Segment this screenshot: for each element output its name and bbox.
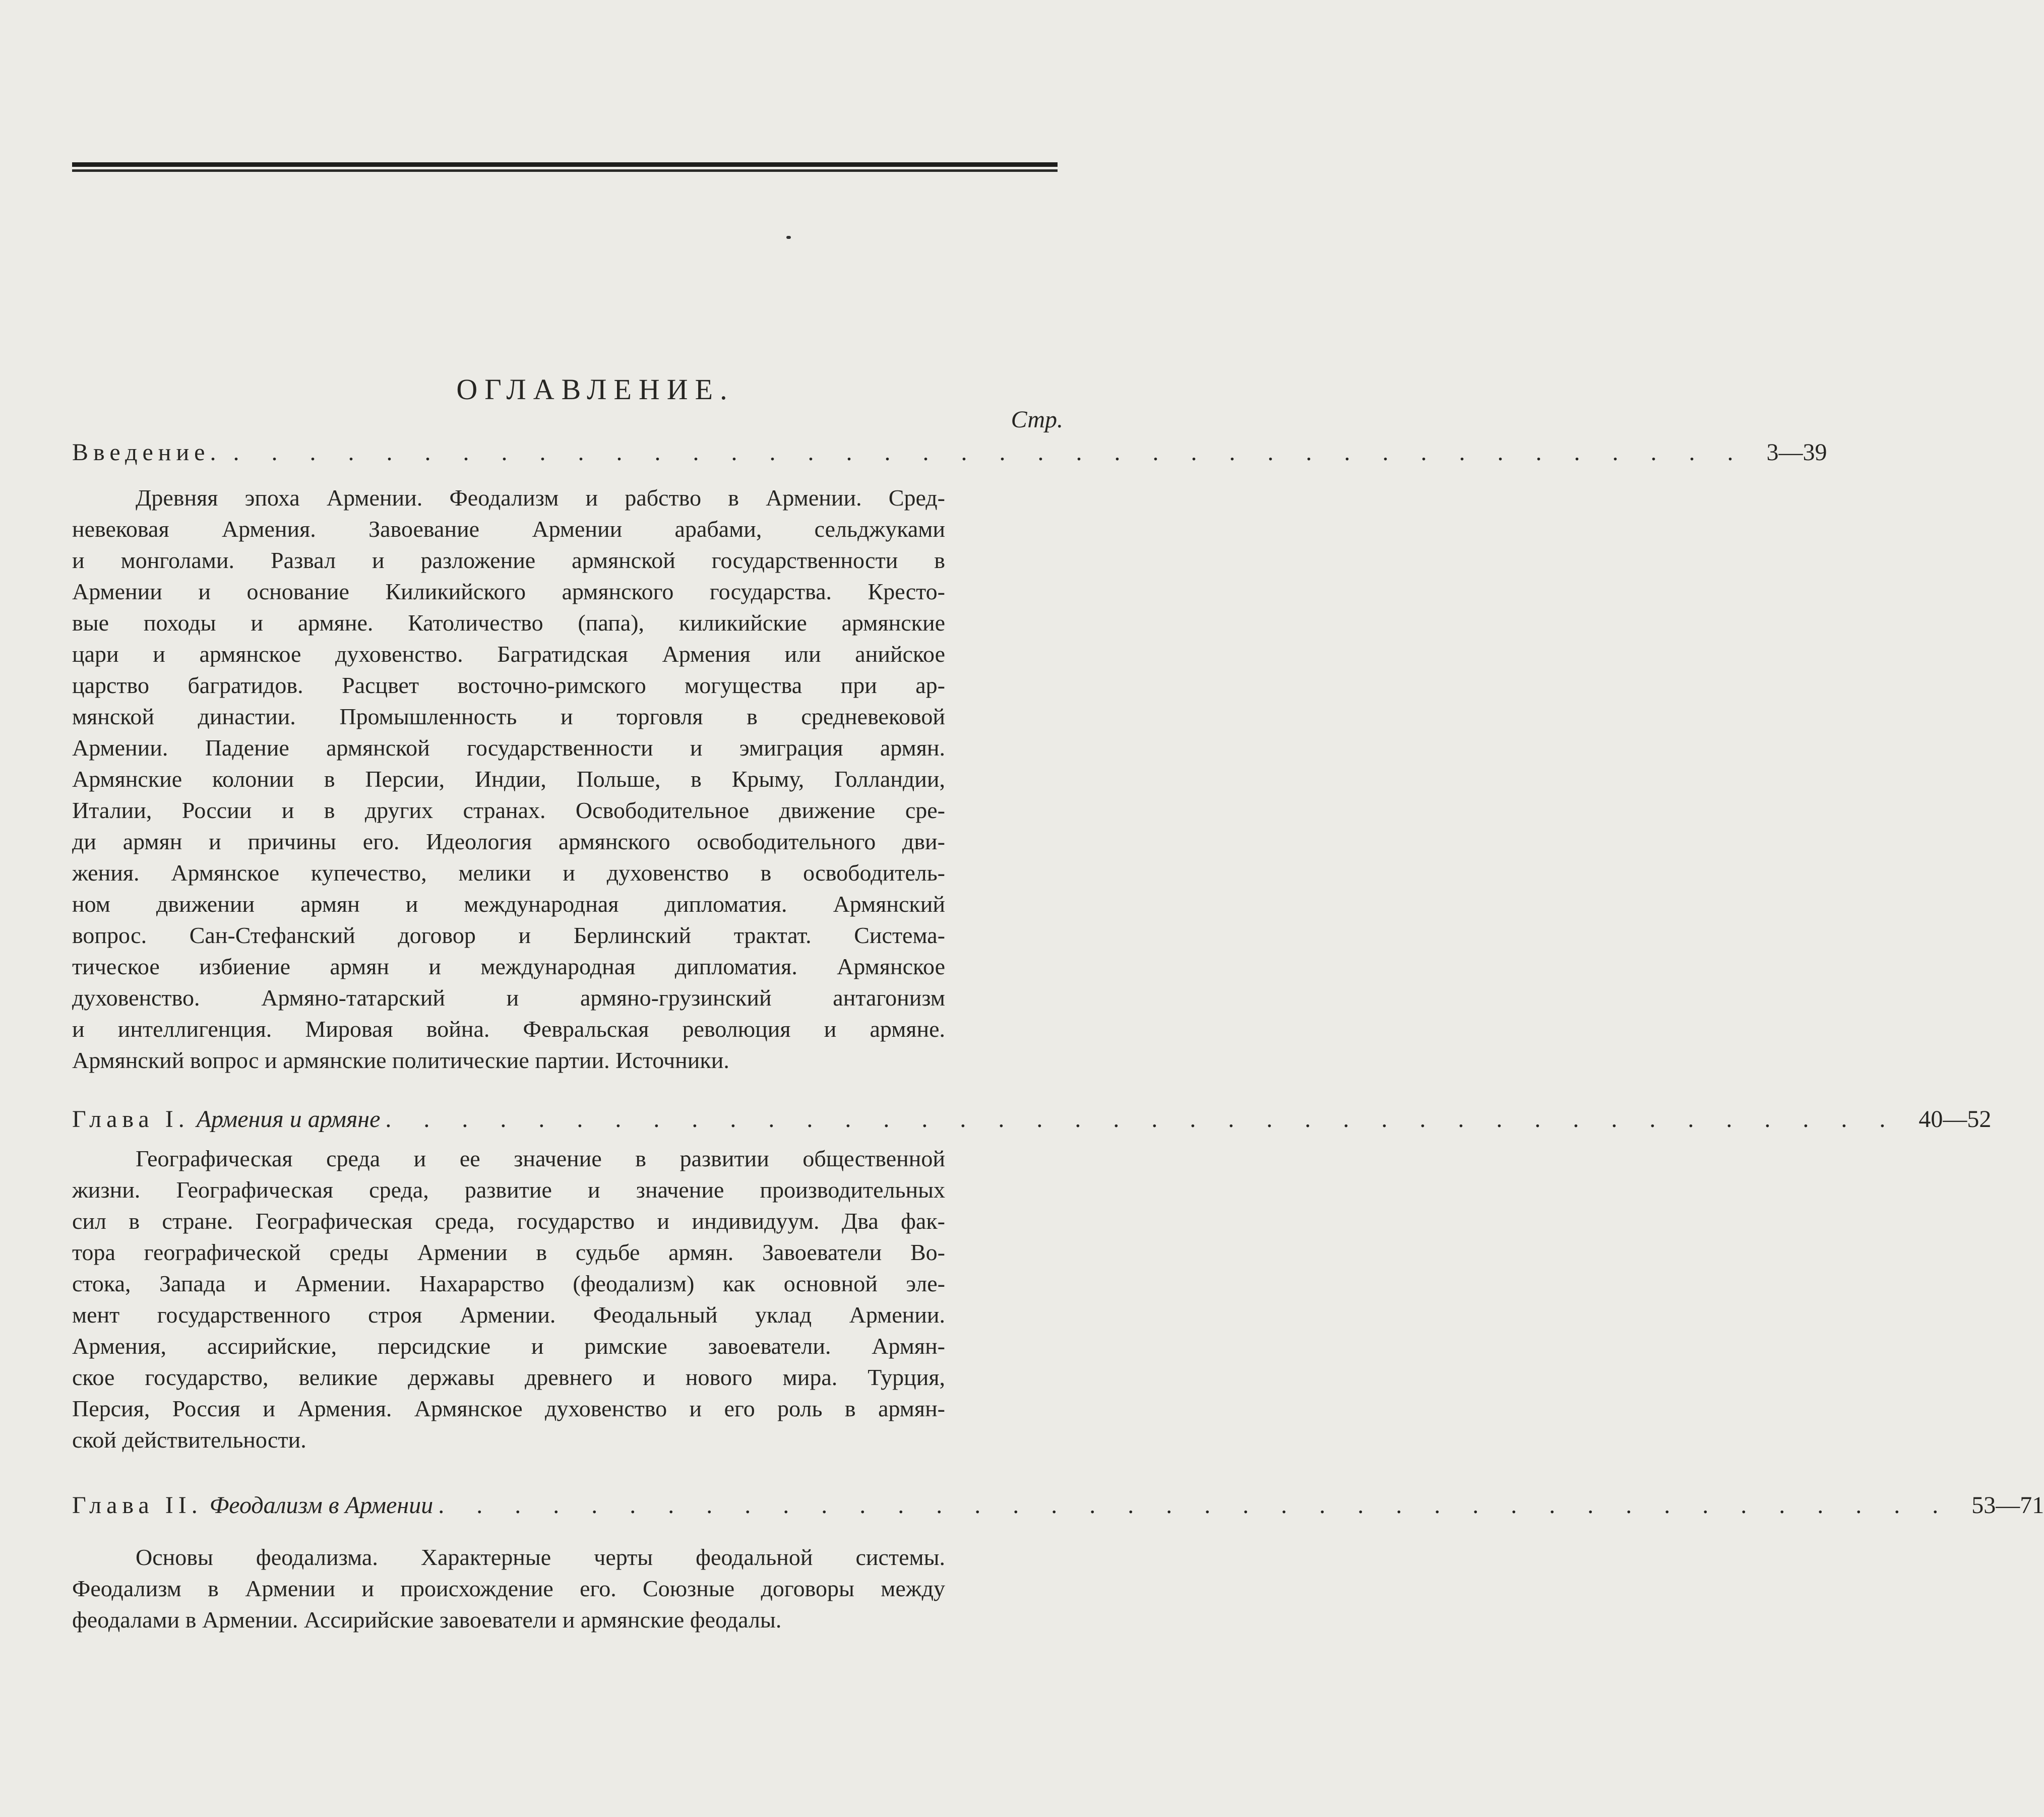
summary-line: духовенство. Армяно-татарский и армяно-грузинский антагонизм <box>72 985 945 1011</box>
toc-entry <box>72 1490 2044 1521</box>
summary-line: вопрос. Сан-Стефанский договор и Берлинский трактат. Система- <box>72 922 945 948</box>
summary-line: феодалами в Армении. Ассирийские завоеватели и армянские феодалы. <box>72 1607 782 1633</box>
summary-line: Феодализм в Армении и происхождение его. Союзные договоры между <box>72 1576 945 1601</box>
summary-line: ди армян и причины его. Идеология армянского освободительного дви- <box>72 829 945 854</box>
summary-line: Армянский вопрос и армянские политические партии. Источники. <box>72 1047 729 1073</box>
summary-line: Основы феодализма. Характерные черты феодальной системы. <box>136 1544 945 1570</box>
summary-line: тическое избиение армян и международная дипломатия. Армянское <box>72 954 945 979</box>
entry-summary <box>72 1143 945 1456</box>
summary-line: Армения, ассирийские, персидские и римские завоеватели. Армян- <box>72 1333 945 1359</box>
summary-line: ном движении армян и международная дипломатия. Армянский <box>72 891 945 917</box>
toc-entry <box>72 437 1827 468</box>
entry-title: Феодализм в Армении <box>209 1492 433 1519</box>
top-rule <box>72 162 1058 167</box>
dot-leader: . . . . . . . . . . . . . . . . . . . . . . . . . . . . . . . . . . . . . . . . <box>385 1106 1899 1133</box>
summary-line: и монголами. Развал и разложение армянской государственности в <box>72 547 945 573</box>
summary-line: жизни. Географическая среда, развитие и значение производительных <box>72 1177 945 1203</box>
entry-lead: Глава II. <box>72 1492 203 1519</box>
entry-pages: 53—71 <box>1971 1492 2044 1519</box>
summary-line: ской действительности. <box>72 1427 306 1453</box>
summary-line: цари и армянское духовенство. Багратидская Армения или анийское <box>72 641 945 667</box>
summary-line: Армянские колонии в Персии, Индии, Польше, в Крыму, Голландии, <box>72 766 945 792</box>
summary-line: Армении и основание Киликийского армянского государства. Кресто- <box>72 579 945 604</box>
summary-line: вые походы и армяне. Католичество (папа), киликийские армянские <box>72 610 945 636</box>
entry-summary <box>72 482 945 1076</box>
summary-line: и интеллигенция. Мировая война. Февральская революция и армяне. <box>72 1016 945 1042</box>
entry-lead: Введение. <box>72 439 221 466</box>
summary-line: стока, Запада и Армении. Нахарарство (феодализм) как основной эле- <box>72 1271 945 1296</box>
summary-line: царство багратидов. Расцвет восточно-римского могущества при ар- <box>72 672 945 698</box>
page-title: ОГЛАВЛЕНИЕ. <box>456 373 734 406</box>
entry-pages: 3—39 <box>1766 439 1827 466</box>
summary-line: мянской династии. Промышленность и торговля в средневековой <box>72 704 945 729</box>
summary-line: Персия, Россия и Армения. Армянское духовенство и его роль в армян- <box>72 1396 945 1421</box>
summary-line: Армении. Падение армянской государственности и эмиграция армян. <box>72 735 945 761</box>
summary-line: сил в стране. Географическая среда, государство и индивидуум. Два фак- <box>72 1208 945 1234</box>
entry-summary <box>72 1542 945 1636</box>
summary-line: Географическая среда и ее значение в развитии общественной <box>136 1146 945 1171</box>
dot-leader: . . . . . . . . . . . . . . . . . . . . . . . . . . . . . . . . . . . . . . . . <box>233 439 1747 466</box>
entry-pages: 40—52 <box>1918 1106 1992 1133</box>
dot-leader: . . . . . . . . . . . . . . . . . . . . . . . . . . . . . . . . . . . . . . . . <box>438 1492 1952 1519</box>
ink-speck <box>786 236 791 239</box>
entry-title: Армения и армяне <box>196 1106 381 1133</box>
summary-line: ское государство, великие державы древнего и нового мира. Турция, <box>72 1364 945 1390</box>
summary-line: мент государственного строя Армении. Феодальный уклад Армении. <box>72 1302 945 1328</box>
summary-line: тора географической среды Армении в судьбе армян. Завоеватели Во- <box>72 1239 945 1265</box>
page-column-header: Стр. <box>1011 406 1063 433</box>
summary-line: Древняя эпоха Армении. Феодализм и рабство в Армении. Сред- <box>136 485 945 511</box>
toc-entry <box>72 1104 1992 1135</box>
summary-line: жения. Армянское купечество, мелики и духовенство в освободитель- <box>72 860 945 886</box>
summary-line: Италии, России и в других странах. Освободительное движение сре- <box>72 797 945 823</box>
top-rule-thin <box>72 169 1058 172</box>
summary-line: невековая Армения. Завоевание Армении арабами, сельджуками <box>72 516 945 542</box>
entry-lead: Глава I. <box>72 1106 190 1133</box>
